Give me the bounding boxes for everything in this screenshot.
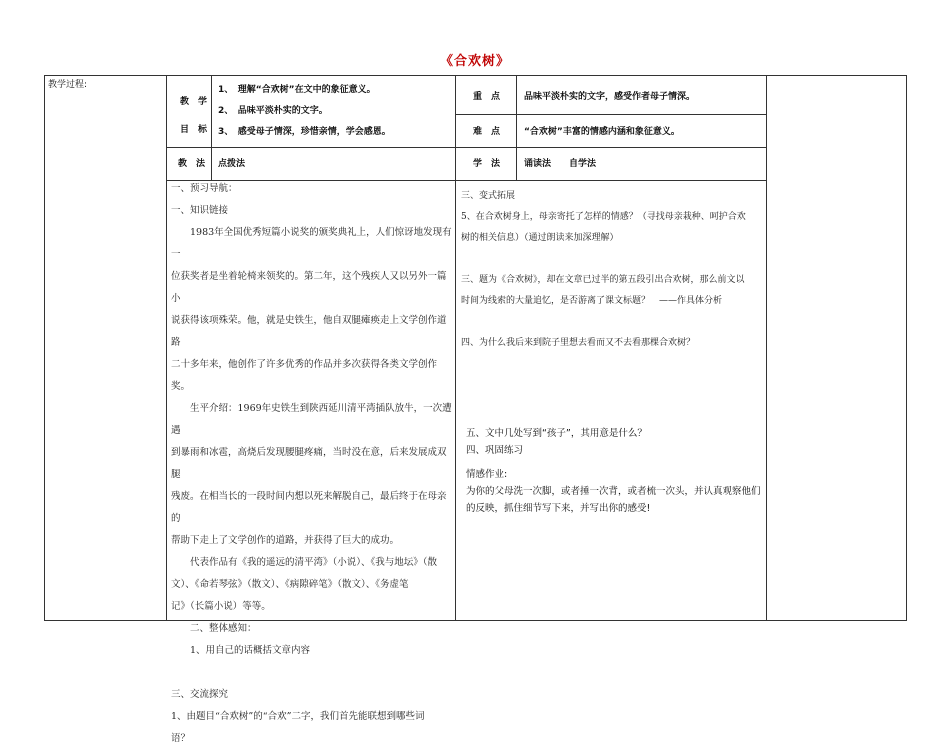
- body-line: 5、在合欢树身上，母亲寄托了怎样的情感？（寻找母亲栽种、呵护合欢: [461, 212, 746, 222]
- body-line: [171, 662, 453, 684]
- body-line: 1、用自己的话概括文章内容: [171, 645, 311, 656]
- method-label: 教 法: [178, 159, 206, 169]
- method-text: 点拨法: [218, 159, 246, 169]
- goals-label-line1: 教 学: [180, 97, 208, 107]
- body-line: [461, 249, 764, 270]
- practice-section: [466, 425, 766, 459]
- goals-label-line2: 目 标: [180, 125, 208, 135]
- body-line: 五、文中几处写到“孩子”，其用意是什么？: [466, 428, 647, 439]
- body-line: 记》（长篇小说）等等。: [171, 601, 271, 612]
- body-line: 语？: [171, 733, 191, 744]
- extension-section: [461, 186, 764, 354]
- goal-item-1: 1、 理解“合欢树”在文中的象征意义。: [218, 85, 376, 95]
- study-method-text: 诵读法 自学法: [524, 159, 597, 169]
- goal-item-3: 3、 感受母子情深，珍惜亲情，学会感恩。: [218, 127, 391, 137]
- body-line: 二、整体感知：: [171, 623, 257, 634]
- body-line: 帮助下走上了文学创作的道路，并获得了巨大的成功。: [171, 535, 400, 546]
- body-line: [461, 312, 764, 333]
- preview-section: [171, 178, 453, 750]
- body-line: 时间为线索的大量追忆，是否游离了课文标题？ ——作具体分析: [461, 296, 723, 306]
- body-line: 一、预习导航：: [171, 183, 238, 194]
- teaching-process-label: 教学过程:: [48, 80, 88, 90]
- body-line: 三、变式拓展: [461, 191, 516, 201]
- body-line: 二十多年来，他创作了许多优秀的作品并多次获得各类文学创作奖。: [171, 359, 438, 392]
- body-line: 的反映，抓住细节写下来，并写出你的感受!: [466, 503, 651, 514]
- difficult-point-label: 难 点: [473, 127, 501, 137]
- homework-section: [466, 466, 766, 517]
- body-line: 代表作品有《我的遥远的清平湾》（小说）、《我与地坛》（散: [171, 557, 438, 568]
- body-line: 位获奖者是坐着轮椅来领奖的。第二年，这个残疾人又以另外一篇小: [171, 271, 447, 304]
- key-point-text: 品味平淡朴实的文字，感受作者母子情深。: [524, 92, 696, 102]
- body-line: 三、题为《合欢树》，却在文章已过半的第五段引出合欢树，那么前文以: [461, 275, 745, 285]
- body-line: 1983年全国优秀短篇小说奖的颁奖典礼上，人们惊讶地发现有一: [171, 227, 452, 260]
- study-method-label: 学 法: [473, 159, 501, 169]
- body-line: 三、交流探究: [171, 689, 229, 700]
- body-line: 说获得该项殊荣。他，就是史铁生，他自双腿瘫痪走上文学创作道路: [171, 315, 447, 348]
- body-line: 1、由题目“合欢树”的“合欢”二字，我们首先能联想到哪些词: [171, 711, 425, 722]
- body-line: 四、巩固练习: [466, 445, 524, 456]
- body-line: 四、为什么我后来到院子里想去看而又不去看那棵合欢树？: [461, 338, 696, 348]
- body-line: 残废。在相当长的一段时间内想以死来解脱自己，最后终于在母亲的: [171, 491, 447, 524]
- body-line: 到暴雨和冰雹，高烧后发现腰腿疼痛，当时没在意，后来发展成双腿: [171, 447, 447, 480]
- body-line: 树的相关信息）（通过朗读来加深理解）: [461, 233, 619, 243]
- key-point-label: 重 点: [473, 92, 501, 102]
- homework-title: 情感作业:: [466, 469, 508, 480]
- goal-item-2: 2、 品味平淡朴实的文字。: [218, 106, 328, 116]
- body-line: 一、知识链接: [171, 205, 229, 216]
- body-line: 为你的父母洗一次脚，或者捶一次背，或者梳一次头，并认真观察他们: [466, 486, 761, 497]
- page-title: 《合欢树》: [439, 54, 510, 69]
- body-line: 文）、《命若琴弦》（散文）、《病隙碎笔》（散文）、《务虚笔: [171, 579, 409, 590]
- body-line: 生平介绍：1969年史铁生到陕西延川清平湾插队放牛，一次遭遇: [171, 403, 452, 436]
- difficult-point-text: “合欢树”丰富的情感内涵和象征意义。: [524, 127, 680, 137]
